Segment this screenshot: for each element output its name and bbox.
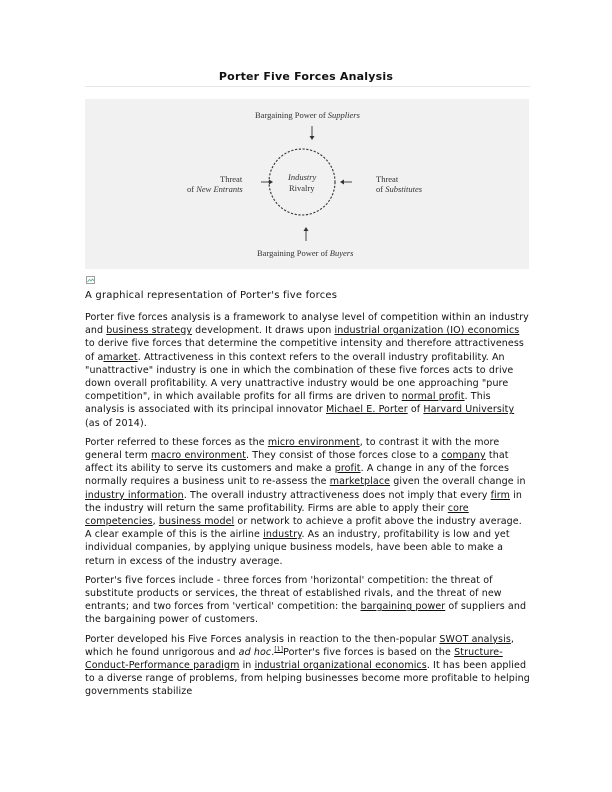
figure-caption: A graphical representation of Porter's five forces: [85, 290, 338, 301]
text-run: of suppliers and the bargaining power of customers.: [85, 601, 527, 626]
rivalry-circle: [269, 149, 335, 215]
text-run: Porter referred to these forces as the: [85, 436, 268, 448]
suppliers-label: Bargaining Power of Suppliers: [255, 110, 360, 120]
buyers-label: Bargaining Power of Buyers: [257, 248, 354, 258]
text-run: in the industry will return the same profitability. Firms are able to apply their: [85, 489, 522, 514]
new-entrants-label-line2: of New Entrants: [187, 184, 243, 194]
text-run: Porter's five forces include - three forces from 'horizontal' competition: the threat of substitute products or services, the threat of established rivals, and the threat of new entrants; and two forces from 'vertical' competition: the: [85, 574, 502, 613]
link-bargaining-power[interactable]: bargaining power: [360, 601, 446, 613]
title-divider: [85, 86, 530, 87]
text-run: . It has been applied to a diverse range of problems, from helping businesses become more profitable to helping governments stabilize: [85, 660, 530, 698]
text-run: . They consist of those forces close to a: [246, 450, 442, 462]
document-title: Porter Five Forces Analysis: [218, 70, 394, 83]
text-run: Porter developed his Five Forces analysis in reaction to the then-popular: [85, 633, 440, 645]
text-run: . As an industry, profitability is low and yet individual companies, by applying unique business models, have been able to make a return in excess of the industry average.: [85, 529, 510, 567]
text-run: . A change in any of the forces normally requires a business unit to re-assess the: [85, 463, 510, 488]
link-industrial-organization[interactable]: industrial organization (IO) economics: [334, 325, 520, 337]
link-swot-analysis[interactable]: SWOT analysis: [439, 633, 511, 645]
link-normal-profit[interactable]: normal profit: [401, 391, 465, 403]
industry-label: Industry: [288, 172, 317, 182]
article-body: [85, 311, 531, 705]
link-company[interactable]: company: [441, 450, 486, 462]
text-run: development. It draws upon: [192, 325, 335, 337]
paragraph-4: [85, 633, 531, 699]
text-run: . Attractiveness in this context refers to the overall industry profitability. An "unattractive" industry is one in which the combination of these five forces acts to drive down overall profitability. A very unattractive industry would be one approaching "pure competition", in which available profits for all firms are driven to: [85, 351, 514, 403]
substitutes-label-line1: Threat: [376, 174, 399, 184]
substitutes-label-line2: of Substitutes: [376, 184, 423, 194]
link-business-strategy[interactable]: business strategy: [106, 325, 193, 337]
supplier-arrowhead: [310, 136, 315, 140]
text-run: of: [407, 404, 424, 416]
broken-image-icon: [86, 276, 95, 284]
five-forces-diagram: [85, 99, 529, 269]
text-run: , which he found unrigorous and: [85, 633, 515, 658]
link-harvard-university[interactable]: Harvard University: [423, 404, 515, 416]
text-run: Porter five forces analysis is a framework to analyse level of competition within an industry and: [85, 312, 529, 337]
link-core-competencies[interactable]: core competencies: [85, 502, 469, 528]
new-entrants-label-line1: Threat: [220, 174, 243, 184]
link-profit[interactable]: profit: [334, 463, 361, 475]
text-run: . This analysis is associated with its principal innovator: [85, 391, 491, 416]
link-industrial-organizational-economics[interactable]: industrial organizational economics: [254, 660, 427, 672]
text-run: that affect its ability to serve its customers and make a: [85, 450, 509, 475]
text-run: ,: [152, 516, 159, 528]
link-market[interactable]: market: [103, 351, 138, 363]
link-industry-information[interactable]: industry information: [85, 489, 184, 501]
text-run: given the overall change in: [390, 476, 526, 488]
paragraph-1: [85, 311, 531, 430]
link-structure-conduct-performance[interactable]: Structure-Conduct-Performance paradigm: [85, 646, 503, 672]
text-run: to derive five forces that determine the competitive intensity and therefore attractiveness of a: [85, 338, 524, 363]
ad-hoc-italic: ad hoc: [238, 646, 272, 658]
link-business-model[interactable]: business model: [158, 516, 235, 528]
buyer-arrowhead: [304, 227, 309, 231]
text-run: . The overall industry attractiveness does not imply that every: [183, 489, 491, 501]
link-marketplace[interactable]: marketplace: [329, 476, 391, 488]
entrants-arrowhead: [269, 180, 273, 185]
text-run: in: [239, 660, 255, 672]
substitutes-arrowhead: [340, 180, 344, 185]
link-micro-environment[interactable]: micro environment: [267, 436, 360, 448]
link-macro-environment[interactable]: macro environment: [151, 450, 247, 462]
link-michael-porter[interactable]: Michael E. Porter: [326, 404, 408, 416]
link-firm[interactable]: firm: [490, 489, 510, 501]
rivalry-label: Rivalry: [289, 183, 315, 193]
text-run: .: [271, 646, 275, 658]
paragraph-3: [85, 574, 531, 627]
text-run: , to contrast it with the more general term: [85, 436, 500, 462]
text-run: Porter's five forces is based on the: [283, 646, 455, 658]
citation-1-link[interactable]: [1]: [274, 645, 284, 653]
text-run: or network to achieve a profit above the industry average. A clear example of this is the airline: [85, 516, 522, 541]
paragraph-2: [85, 436, 531, 568]
link-industry[interactable]: industry: [263, 529, 302, 541]
text-run: (as of 2014).: [85, 417, 147, 429]
